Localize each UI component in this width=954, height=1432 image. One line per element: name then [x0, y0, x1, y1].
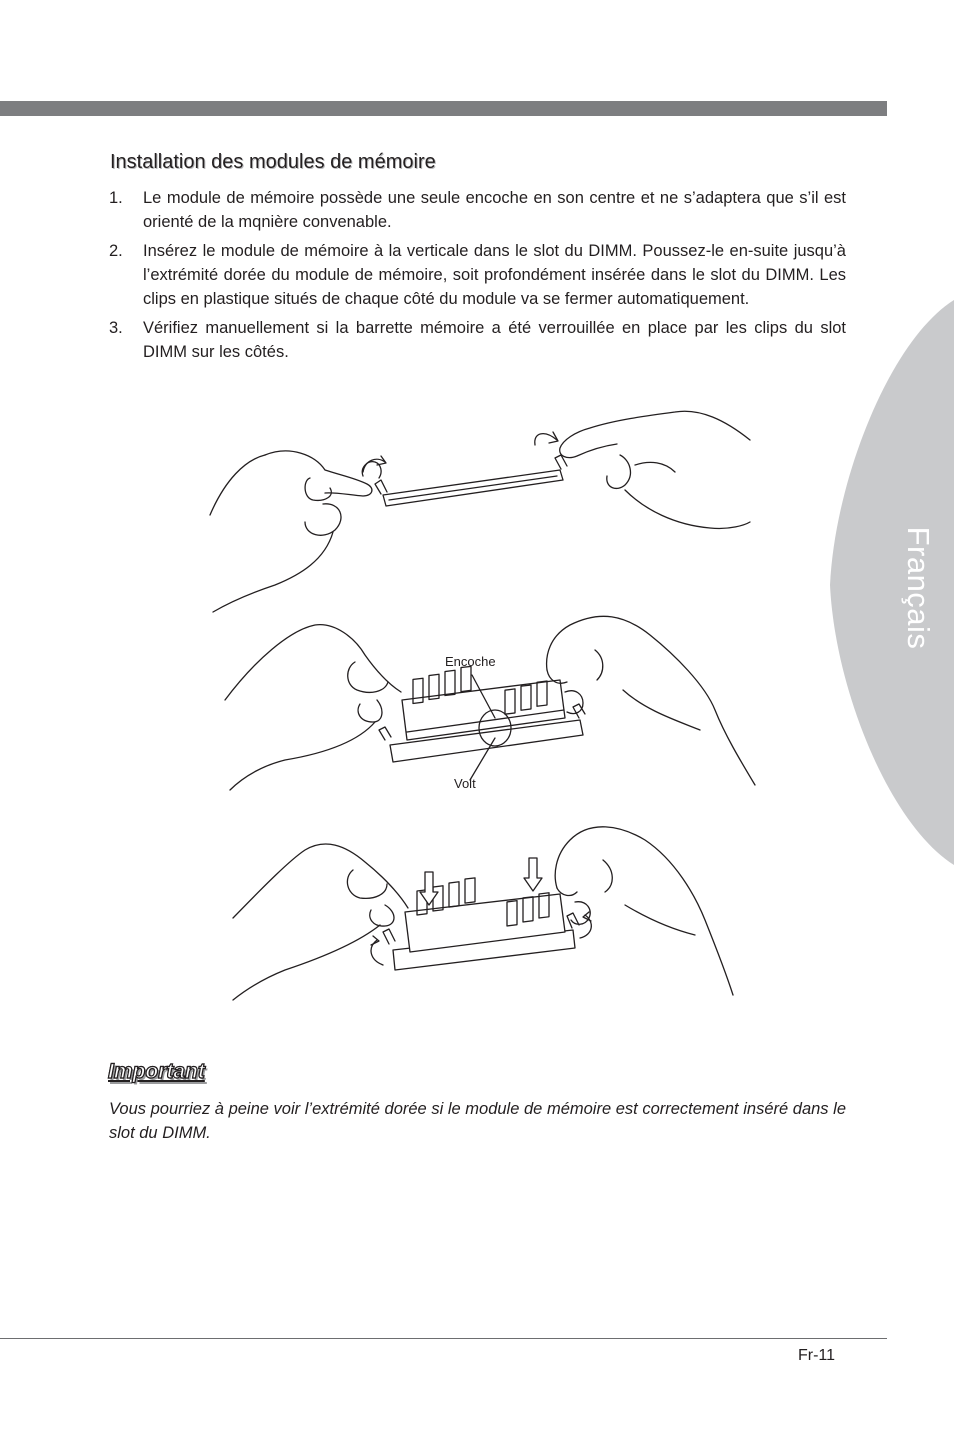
step-item — [109, 186, 846, 234]
right-hand-icon — [547, 616, 755, 785]
panel-press-module — [233, 827, 733, 1000]
side-tab-label: Français — [901, 526, 936, 650]
left-hand-icon — [233, 844, 408, 1000]
down-arrow-icon — [524, 858, 542, 891]
left-hand-icon — [210, 451, 381, 612]
rotate-arrow-icon — [363, 456, 386, 472]
rotate-arrow-icon — [535, 432, 558, 445]
page-number: Fr-11 — [798, 1347, 836, 1364]
right-hand-icon — [560, 411, 750, 528]
step-text: Insérez le module de mémoire à la verticale dans le slot du DIMM. Poussez-le en-suite jusqu’à l’extrémité dorée du module de mémoire, soit profondément insérée dans le slot du DIMM. Les clips en plastique situés de chaque côté du module va se fermer automatiquement. — [143, 242, 846, 308]
step-number: 2. — [109, 242, 123, 260]
down-arrow-icon — [420, 872, 438, 905]
header-bar — [0, 101, 887, 116]
rotate-arrow-icon — [371, 936, 383, 965]
step-item — [109, 239, 846, 311]
key-label: Volt — [454, 776, 476, 791]
dimm-slot — [375, 455, 567, 506]
panel-open-clips — [210, 411, 750, 612]
memory-installation-illustration — [205, 400, 765, 1010]
right-hand-icon — [555, 827, 733, 995]
step-text: Vérifiez manuellement si la barrette mémoire a été verrouillée en place par les clips du slot DIMM sur les côtés. — [143, 319, 846, 361]
important-heading: Important — [108, 1060, 205, 1083]
notch-label: Encoche — [445, 654, 496, 669]
step-number: 3. — [109, 319, 123, 337]
step-item — [109, 316, 846, 364]
panel-align-module — [225, 616, 755, 791]
step-text: Le module de mémoire possède une seule encoche en son centre et ne s’adaptera que s’il est orienté de la mqnière convenable. — [143, 189, 846, 231]
installation-steps — [109, 186, 846, 369]
section-title: Installation des modules de mémoire — [110, 151, 436, 173]
important-note: Vous pourriez à peine voir l’extrémité dorée si le module de mémoire est correctement inséré dans le slot du DIMM. — [109, 1100, 846, 1142]
footer-rule — [0, 1338, 887, 1339]
step-number: 1. — [109, 189, 123, 207]
left-hand-icon — [225, 625, 401, 790]
